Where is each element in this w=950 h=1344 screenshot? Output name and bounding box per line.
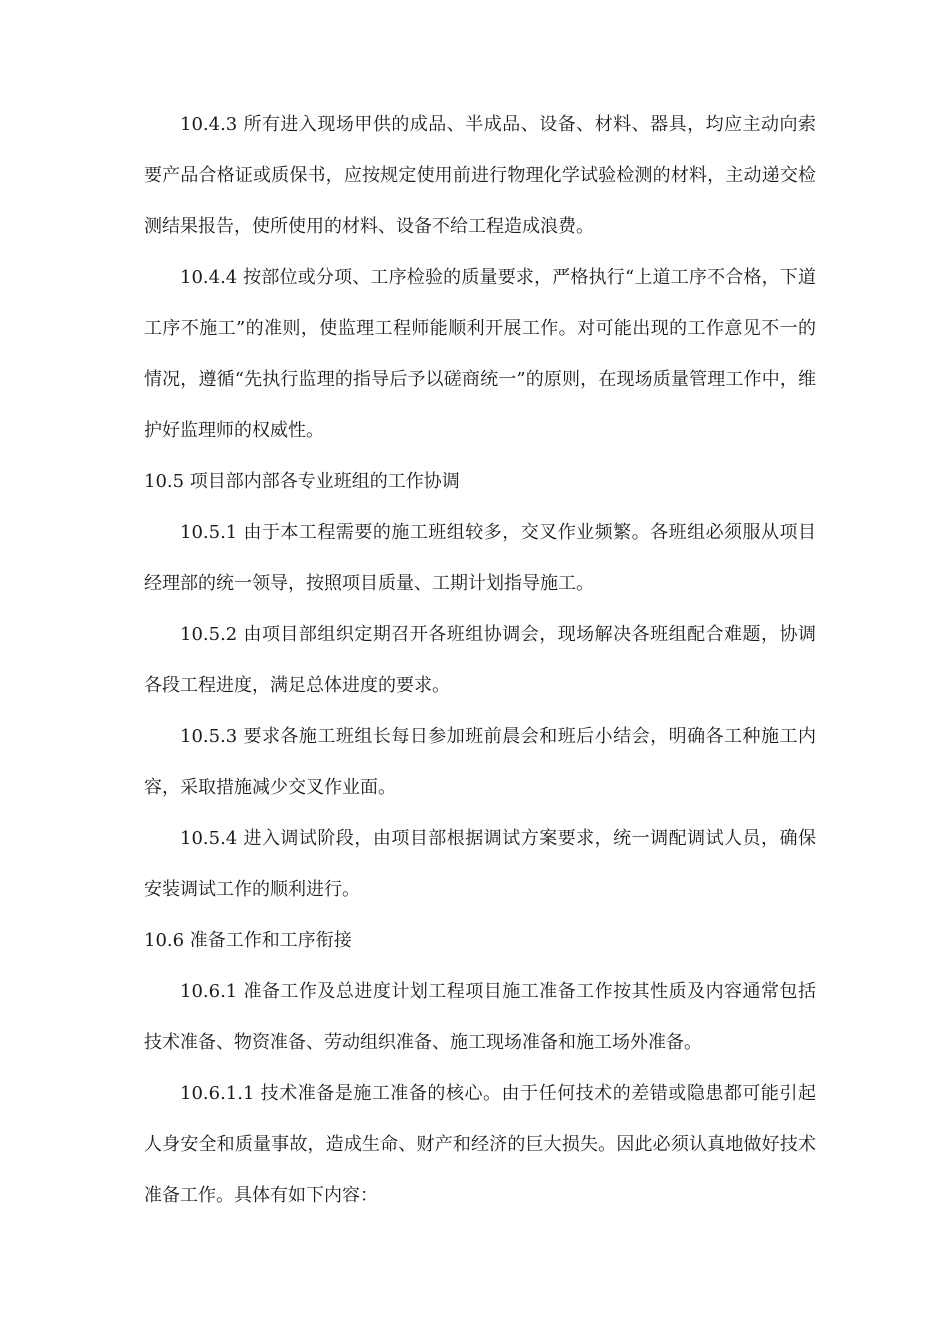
section-heading-10-5: 10.5 项目部内部各专业班组的工作协调 (144, 471, 460, 492)
paragraph-10-5-2: 10.5.2 由项目部组织定期召开各班组协调会，现场解决各班组配合难题，协调各段工程进度，满足总体进度的要求。 (144, 624, 816, 696)
section-heading-10-6: 10.6 准备工作和工序衔接 (144, 930, 352, 951)
paragraph-10-4-3: 10.4.3 所有进入现场甲供的成品、半成品、设备、材料、器具，均应主动向索要产品合格证或质保书，应按规定使用前进行物理化学试验检测的材料，主动递交检测结果报告，使所使用的材料、设备不给工程造成浪费。 (144, 114, 816, 237)
paragraph-10-5-4: 10.5.4 进入调试阶段，由项目部根据调试方案要求，统一调配调试人员，确保安装调试工作的顺利进行。 (144, 828, 816, 900)
paragraph-10-6-1-1: 10.6.1.1 技术准备是施工准备的核心。由于任何技术的差错或隐患都可能引起人身安全和质量事故，造成生命、财产和经济的巨大损失。因此必须认真地做好技术准备工作。具体有如下内容： (144, 1083, 816, 1206)
paragraph-10-6-1: 10.6.1 准备工作及总进度计划工程项目施工准备工作按其性质及内容通常包括技术准备、物资准备、劳动组织准备、施工现场准备和施工场外准备。 (144, 981, 816, 1053)
paragraph-10-5-3: 10.5.3 要求各施工班组长每日参加班前晨会和班后小结会，明确各工种施工内容，采取措施减少交叉作业面。 (144, 726, 816, 798)
paragraph-10-4-4: 10.4.4 按部位或分项、工序检验的质量要求，严格执行“上道工序不合格，下道工序不施工”的准则，使监理工程师能顺利开展工作。对可能出现的工作意见不一的情况，遵循“先执行监理的指导后予以磋商统一”的原则，在现场质量管理工作中，维护好监理师的权威性。 (144, 267, 816, 441)
paragraph-10-5-1: 10.5.1 由于本工程需要的施工班组较多，交叉作业频繁。各班组必须服从项目经理部的统一领导，按照项目质量、工期计划指导施工。 (144, 522, 816, 594)
